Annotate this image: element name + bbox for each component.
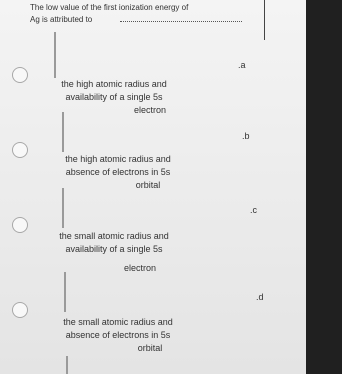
- option-d-bottom-divider: [66, 356, 68, 374]
- option-c-line-2: availability of a single 5s: [65, 244, 163, 254]
- option-a-radio[interactable]: [12, 67, 28, 83]
- option-d-line-2: absence of electrons in 5s: [65, 330, 171, 340]
- background-strip: [306, 0, 342, 374]
- option-b-text[interactable]: [40, 153, 196, 192]
- option-a-line-1: the high atomic radius and: [61, 79, 167, 89]
- option-c-divider: [62, 188, 64, 228]
- option-c-line-1: the small atomic radius and: [59, 231, 169, 241]
- option-a-letter: .a: [238, 60, 246, 70]
- option-b-line-1: the high atomic radius and: [65, 154, 171, 164]
- option-c-letter: .c: [250, 205, 258, 215]
- option-a-divider: [54, 32, 56, 78]
- option-c-line-3: electron: [123, 263, 157, 273]
- option-d-line-1: the small atomic radius and: [63, 317, 173, 327]
- option-a-line-2: availability of a single 5s: [65, 92, 163, 102]
- question-line-1: The low value of the first ionization energy of: [30, 3, 189, 12]
- option-d-divider: [64, 272, 66, 312]
- option-b-radio[interactable]: [12, 142, 28, 158]
- option-c-radio[interactable]: [12, 217, 28, 233]
- question-divider: [264, 0, 265, 40]
- option-d-letter: .d: [256, 292, 264, 302]
- option-d-line-3: orbital: [137, 343, 163, 353]
- option-b-divider: [62, 112, 64, 152]
- option-d-text[interactable]: [40, 316, 196, 355]
- answer-blank-dots: [120, 21, 242, 22]
- option-b-letter: .b: [242, 131, 250, 141]
- option-c-text[interactable]: [36, 230, 192, 275]
- option-a-text[interactable]: [36, 78, 192, 117]
- question-line-2: Ag is attributed to: [30, 15, 93, 24]
- option-d-radio[interactable]: [12, 302, 28, 318]
- question-text: [30, 2, 270, 26]
- option-a-line-3: electron: [133, 105, 167, 115]
- option-b-line-2: absence of electrons in 5s: [65, 167, 171, 177]
- option-b-line-3: orbital: [135, 180, 161, 190]
